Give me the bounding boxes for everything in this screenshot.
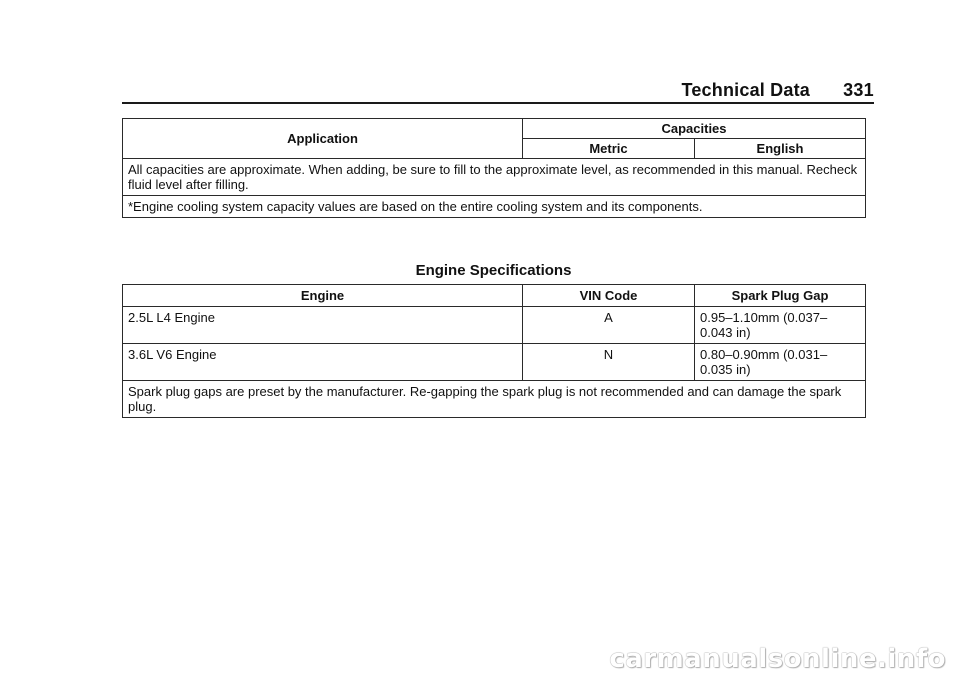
application-header: Application [123,119,523,159]
vin-column-header: VIN Code [523,285,695,307]
spark-gap-line-2: 0.035 in) [700,362,751,377]
metric-header: Metric [523,139,695,159]
table-row [123,344,866,381]
spark-gap-cell [695,344,866,381]
page-header [122,80,874,104]
watermark: carmanualsonline.info [609,644,946,674]
spark-gap-line-1: 0.95–1.10mm (0.037– [700,310,828,325]
capacities-header: Capacities [523,119,866,139]
engine-specs-title: Engine Specifications [415,262,572,279]
vin-code-cell: N [523,344,695,381]
capacities-table [122,118,866,218]
spark-gap-cell [695,307,866,344]
engine-cell: 2.5L L4 Engine [123,307,523,344]
engine-column-header: Engine [123,285,523,307]
spark-plug-footnote: Spark plug gaps are preset by the manufacturer. Re-gapping the spark plug is not recommended and can damage the spark plug. [123,381,866,418]
spark-gap-line-2: 0.043 in) [700,325,751,340]
cooling-system-note: *Engine cooling system capacity values are based on the entire cooling system and its components. [123,196,866,218]
page-number: 331 [843,80,874,100]
section-title: Technical Data [681,80,810,100]
capacities-note: All capacities are approximate. When adding, be sure to fill to the approximate level, as recommended in this manual. Recheck fluid level after filling. [123,159,866,196]
engine-specs-table [122,284,866,418]
table-row [123,307,866,344]
english-header: English [695,139,866,159]
vin-code-cell: A [523,307,695,344]
engine-cell: 3.6L V6 Engine [123,344,523,381]
spark-gap-line-1: 0.80–0.90mm (0.031– [700,347,828,362]
spark-gap-column-header: Spark Plug Gap [695,285,866,307]
